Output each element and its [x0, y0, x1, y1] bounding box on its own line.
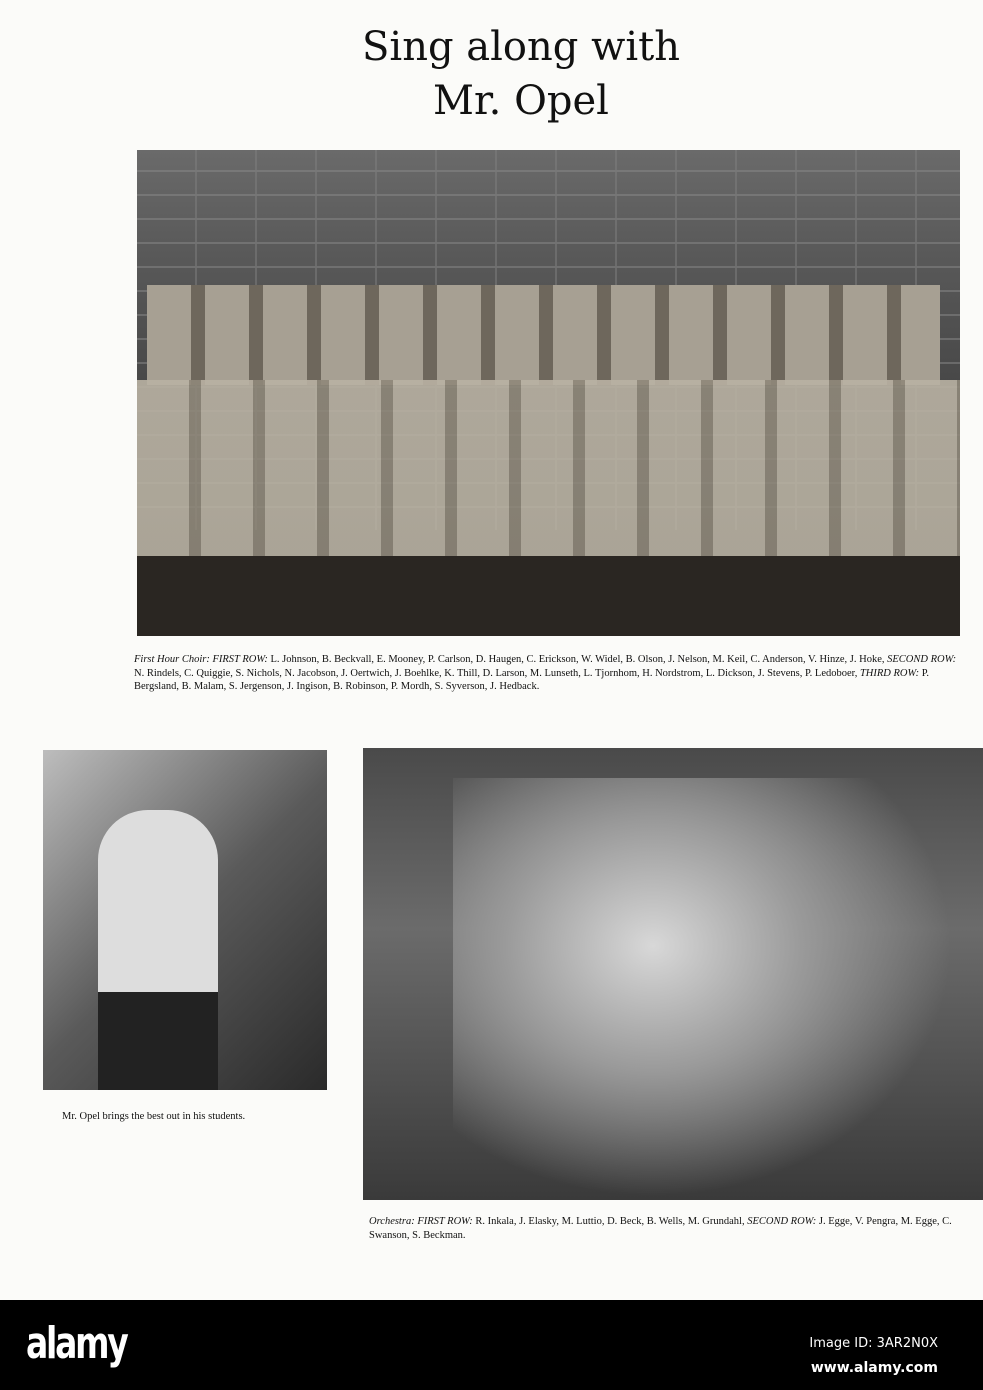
choir-caption	[134, 653, 964, 694]
row-names: L. Johnson, B. Beckvall, E. Mooney, P. Carlson, D. Haugen, C. Erickson, W. Widel, B. Olson, J. Nelson, M. Keil, C. Anderson, V. Hinze, J. Hoke,	[270, 654, 885, 665]
orchestra-photo	[363, 748, 983, 1200]
page-title	[260, 20, 782, 128]
row-label: SECOND ROW:	[747, 1216, 817, 1227]
watermark-url: www.alamy.com	[810, 1360, 938, 1376]
row-label: SECOND ROW:	[887, 654, 957, 665]
row-label: FIRST ROW:	[417, 1216, 473, 1227]
choir-photo	[137, 150, 960, 636]
row-label: FIRST ROW:	[212, 654, 268, 665]
mr-opel-photo	[43, 750, 327, 1090]
orchestra-caption	[369, 1215, 979, 1242]
row-label: THIRD ROW:	[859, 667, 920, 679]
row-names: P. Bergsland, B. Malam, S. Jergenson, J. Ingison, B. Robinson, P. Mordh, S. Syverson, J. Hedback.	[134, 667, 930, 692]
row-names: J. Egge, V. Pengra, M. Egge, C. Swanson, S. Beckman.	[369, 1216, 952, 1241]
watermark-bar	[0, 1300, 983, 1390]
row-names: N. Rindels, C. Quiggie, S. Nichols, N. Jacobson, J. Oertwich, J. Boehlke, K. Thill, D. Larson, M. Lunseth, L. Tjornhom, H. Nordstrom, L. Dickson, J. Stevens, P. Ledoboer,	[134, 667, 858, 679]
caption-label: Orchestra:	[369, 1216, 415, 1227]
title-line-1: Sing along with	[362, 24, 680, 70]
alamy-logo: alamy	[26, 1318, 127, 1369]
image-id: Image ID: 3AR2N0X	[809, 1336, 938, 1351]
opel-caption: Mr. Opel brings the best out in his students.	[62, 1111, 246, 1122]
title-line-2: Mr. Opel	[433, 78, 609, 124]
caption-label: First Hour Choir:	[134, 654, 210, 665]
row-names: R. Inkala, J. Elasky, M. Luttio, D. Beck, B. Wells, M. Grundahl,	[475, 1216, 745, 1227]
